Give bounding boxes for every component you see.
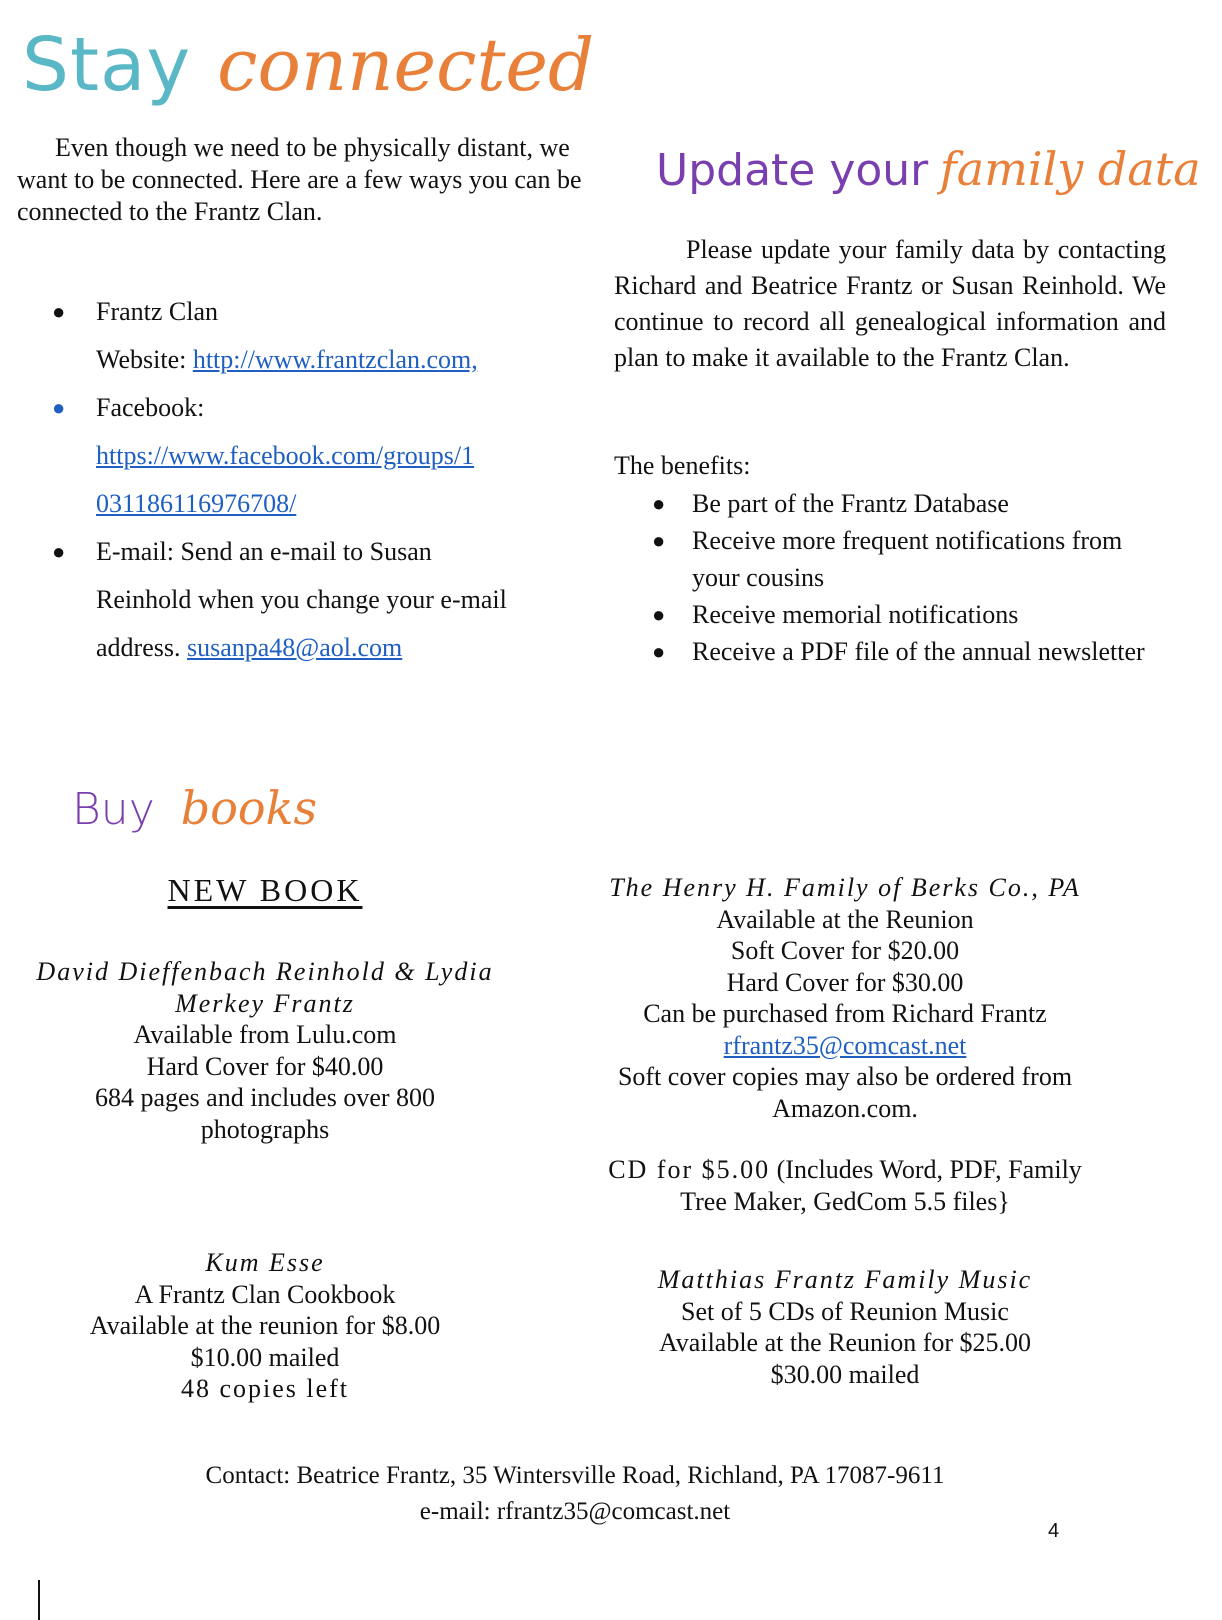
heading-word-connected: connected [217, 23, 595, 107]
book-entry-kum-esse [0, 1247, 530, 1405]
heading-word-buy: Buy [72, 784, 155, 835]
music-line: Set of 5 CDs of Reunion Music [681, 1296, 1009, 1326]
stay-connected-heading [22, 20, 594, 111]
bullet-icon: ● [652, 602, 666, 627]
page-number: 4 [1048, 1520, 1060, 1542]
music-line: $30.00 mailed [770, 1359, 920, 1389]
heading-word-books: books [180, 781, 318, 835]
book-line: Hard Cover for $30.00 [726, 967, 964, 997]
book-line: Available from Lulu.com [133, 1020, 397, 1049]
item-label: address. [96, 633, 181, 662]
stay-connected-intro: Even though we need to be physically distant, we want to be connected. Here are a few ways you can be connected to the Frantz Clan. [17, 133, 582, 226]
book-title: Kum Esse [205, 1248, 325, 1277]
book-title: The Henry H. Family of Berks Co., PA [609, 873, 1081, 902]
cd-price: CD for $5.00 [608, 1155, 771, 1184]
item-text: Frantz Clan [96, 297, 219, 326]
item-text: Facebook: [96, 393, 205, 422]
heading-word-family-data: family data [939, 142, 1201, 196]
heading-word-update-your: Update your [656, 145, 929, 196]
copies-left: 48 copies left [180, 1374, 350, 1403]
benefit-item [652, 522, 1162, 596]
book-entry-reinhold-frantz [0, 956, 530, 1145]
benefit-text: Receive a PDF file of the annual newsletter [692, 637, 1145, 666]
update-family-data-heading [656, 136, 1201, 204]
footer-contact [0, 1458, 1150, 1530]
bullet-icon: ● [52, 539, 66, 564]
book-line: Soft Cover for $20.00 [730, 936, 960, 965]
bullet-icon: ● [52, 299, 66, 324]
benefits-list [652, 485, 1162, 670]
margin-line [38, 1580, 40, 1620]
new-book-heading: NEW BOOK [167, 872, 363, 908]
benefit-text: Receive more frequent notifications from your cousins [692, 526, 1123, 592]
book-line: 684 pages and includes over 800 photographs [94, 1083, 436, 1144]
bullet-icon: ● [652, 491, 666, 516]
item-text: E-mail: Send an e-mail to Susan [96, 537, 432, 566]
book-line: Hard Cover for $40.00 [146, 1051, 384, 1081]
benefit-text: Receive memorial notifications [692, 600, 1019, 629]
benefits-label: The benefits: [614, 451, 751, 480]
book-line: Available at the Reunion [716, 904, 974, 934]
list-item-website [52, 288, 592, 384]
facebook-link[interactable]: https://www.facebook.com/groups/1 [96, 441, 475, 470]
book-line: Available at the reunion for $8.00 [89, 1311, 441, 1340]
list-item-email [52, 528, 592, 672]
music-entry [580, 1264, 1110, 1390]
music-title: Matthias Frantz Family Music [657, 1265, 1033, 1294]
book-line: Soft cover copies may also be ordered from Amazon.com. [617, 1062, 1073, 1123]
music-line: Available at the Reunion for $25.00 [658, 1328, 1032, 1357]
book-line: $10.00 mailed [190, 1342, 340, 1372]
contact-address: Contact: Beatrice Frantz, 35 Wintersville Road, Richland, PA 17087-9611 [205, 1462, 945, 1489]
richard-email-link[interactable]: rfrantz35@comcast.net [723, 1030, 967, 1060]
item-text: Reinhold when you change your e-mail [96, 585, 507, 614]
facebook-link-continued[interactable]: 031186116976708/ [96, 489, 297, 518]
buy-books-heading [72, 778, 317, 840]
benefit-item [652, 596, 1162, 633]
book-entry-henry-family [580, 872, 1110, 1124]
cd-description: (Includes Word, PDF, Family Tree Maker, GedCom 5.5 files} [680, 1155, 1082, 1216]
book-line: A Frantz Clan Cookbook [134, 1279, 396, 1309]
benefit-item [652, 485, 1162, 522]
list-item-facebook [52, 384, 592, 528]
item-label: Website: [96, 345, 187, 374]
heading-word-stay: Stay [22, 22, 192, 108]
book-line: Can be purchased from Richard Frantz [643, 999, 1047, 1028]
book-title: David Dieffenbach Reinhold & Lydia Merkey Frantz [36, 957, 494, 1018]
benefit-text: Be part of the Frantz Database [692, 489, 1009, 518]
update-body: Please update your family data by contacting Richard and Beatrice Frantz or Susan Reinhold. We continue to record all genealogical information and plan to make it available to the Frantz Clan. [614, 235, 1166, 372]
cd-entry [580, 1154, 1110, 1217]
email-link[interactable]: susanpa48@aol.com [186, 633, 403, 662]
website-link[interactable]: http://www.frantzclan.com, [192, 345, 478, 374]
bullet-icon: ● [52, 395, 66, 420]
bullet-icon: ● [652, 528, 666, 553]
bullet-icon: ● [652, 639, 666, 664]
connect-list [52, 288, 592, 672]
benefit-item [652, 633, 1162, 670]
contact-email: e-mail: rfrantz35@comcast.net [419, 1498, 731, 1525]
